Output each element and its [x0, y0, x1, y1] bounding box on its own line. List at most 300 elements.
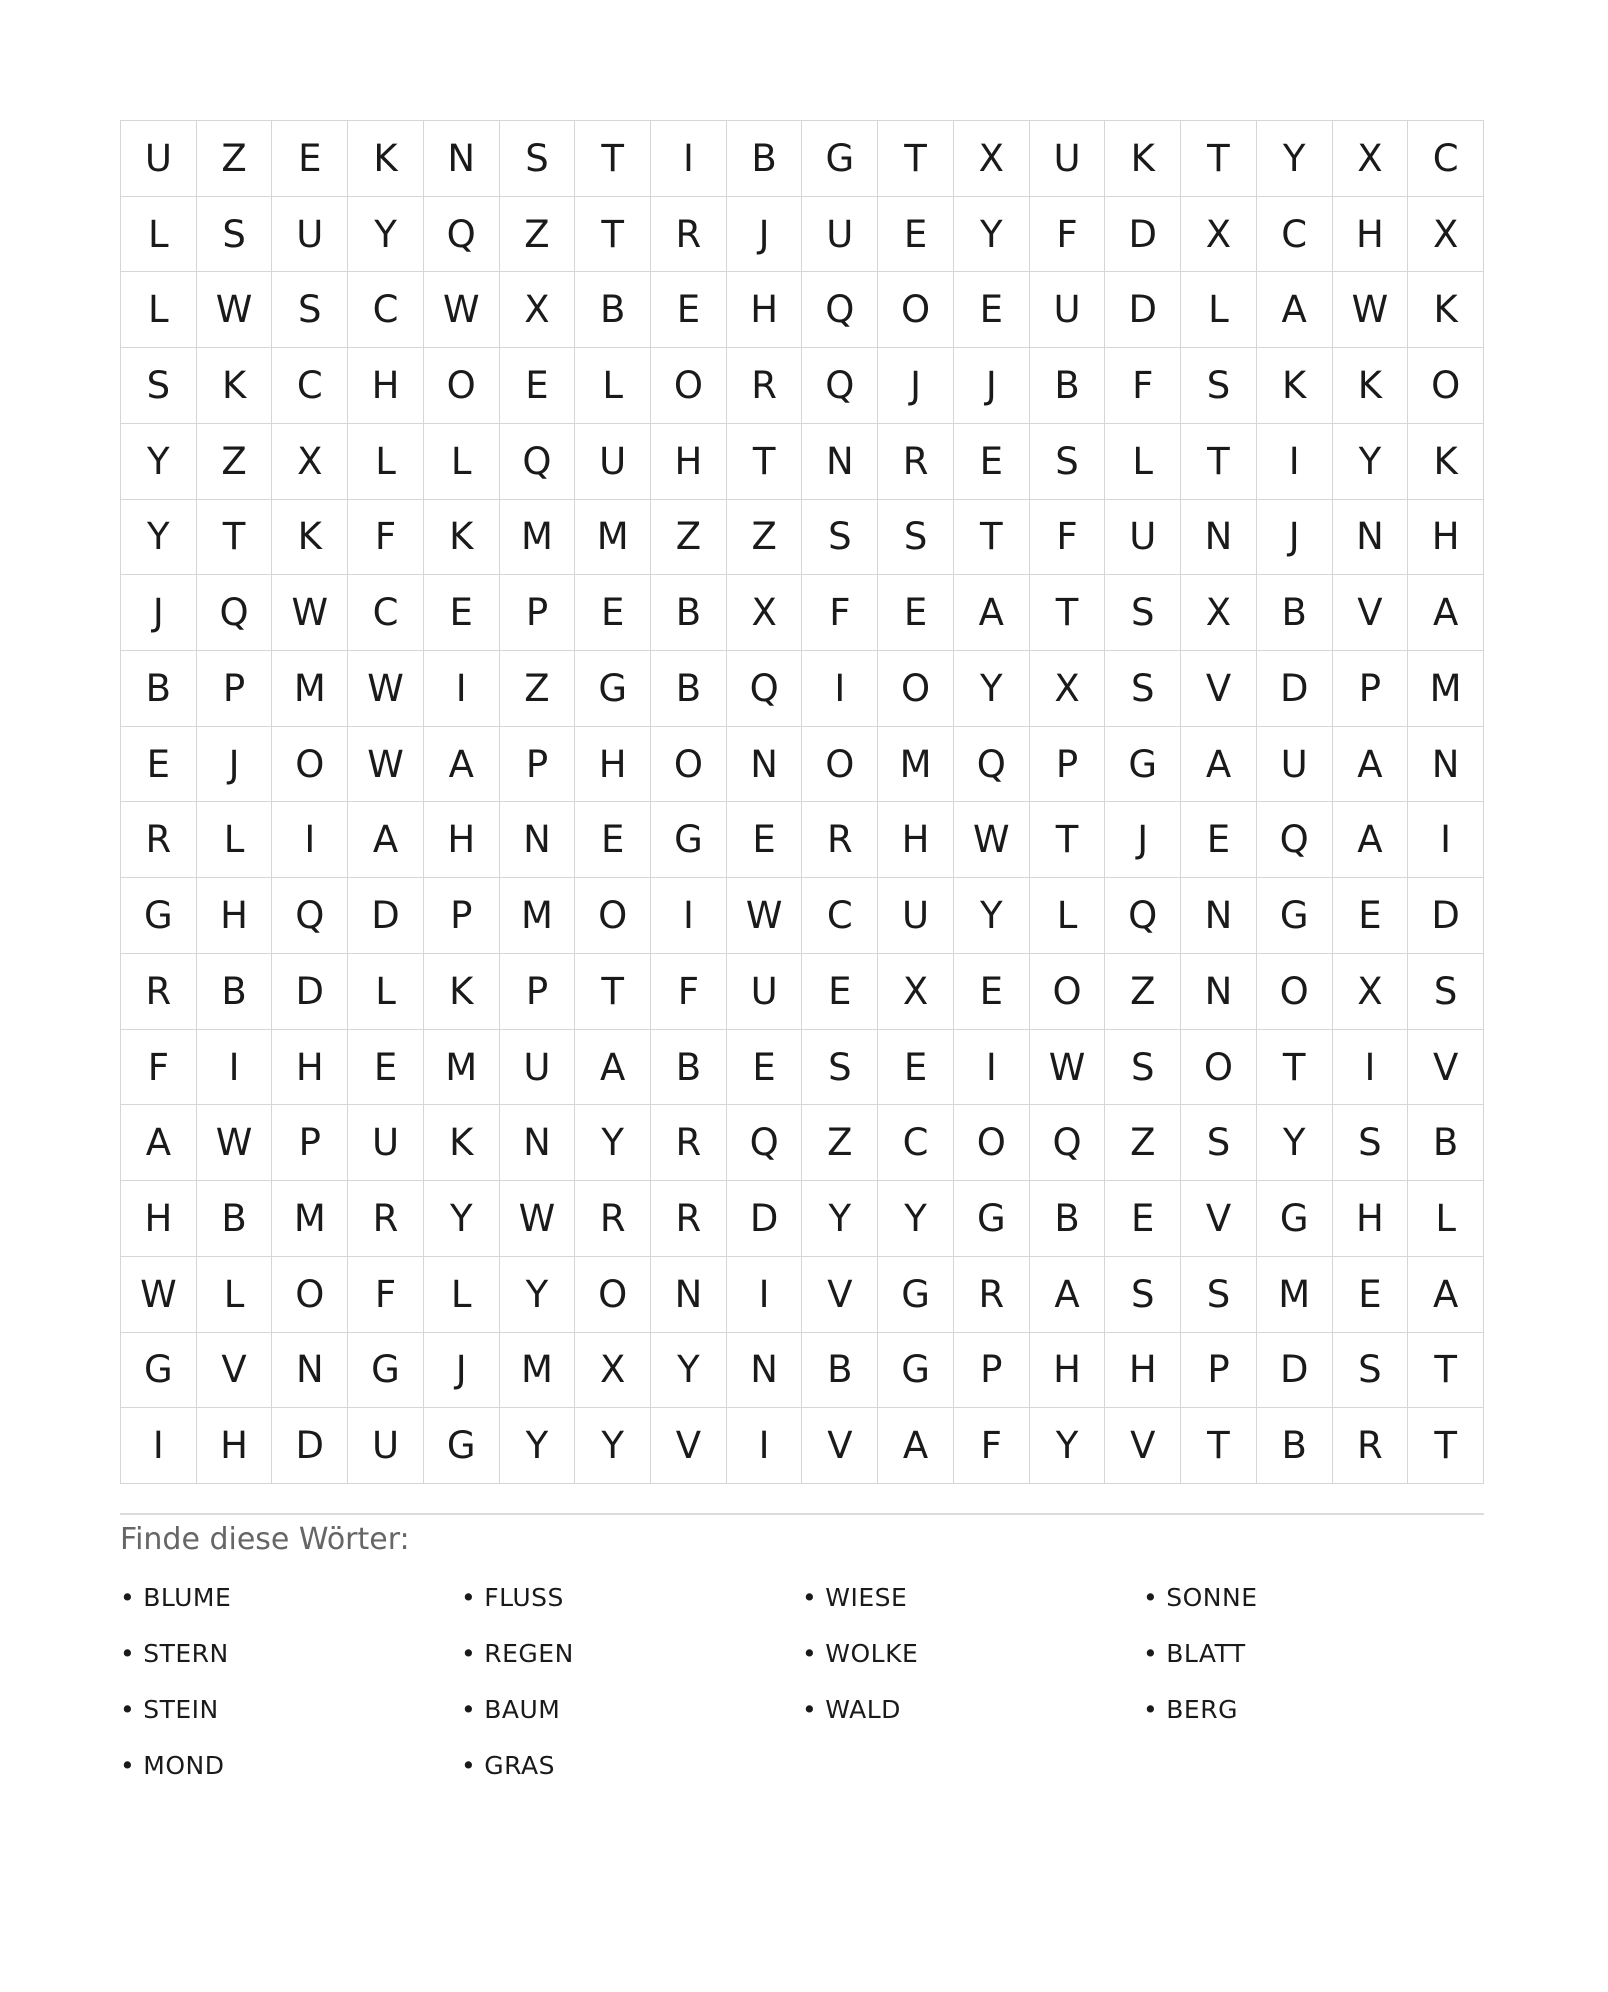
- grid-cell[interactable]: K: [1333, 348, 1409, 424]
- grid-cell[interactable]: U: [575, 424, 651, 500]
- grid-cell[interactable]: V: [1105, 1408, 1181, 1484]
- grid-cell[interactable]: W: [1333, 272, 1409, 348]
- grid-cell[interactable]: U: [1030, 121, 1106, 197]
- grid-cell[interactable]: I: [121, 1408, 197, 1484]
- grid-cell[interactable]: L: [424, 424, 500, 500]
- grid-cell[interactable]: E: [954, 954, 1030, 1030]
- grid-cell[interactable]: G: [878, 1257, 954, 1333]
- grid-cell[interactable]: I: [651, 878, 727, 954]
- grid-cell[interactable]: M: [500, 878, 576, 954]
- grid-cell[interactable]: D: [1257, 651, 1333, 727]
- grid-cell[interactable]: T: [197, 500, 273, 576]
- grid-cell[interactable]: I: [802, 651, 878, 727]
- grid-cell[interactable]: N: [424, 121, 500, 197]
- grid-cell[interactable]: T: [954, 500, 1030, 576]
- grid-cell[interactable]: U: [348, 1105, 424, 1181]
- grid-cell[interactable]: Y: [575, 1105, 651, 1181]
- grid-cell[interactable]: J: [1257, 500, 1333, 576]
- grid-cell[interactable]: E: [500, 348, 576, 424]
- grid-cell[interactable]: A: [1333, 802, 1409, 878]
- grid-cell[interactable]: S: [500, 121, 576, 197]
- grid-cell[interactable]: A: [1408, 575, 1484, 651]
- grid-cell[interactable]: P: [1333, 651, 1409, 727]
- grid-cell[interactable]: S: [1105, 1257, 1181, 1333]
- grid-cell[interactable]: H: [1030, 1333, 1106, 1409]
- grid-cell[interactable]: G: [1257, 1181, 1333, 1257]
- grid-cell[interactable]: A: [1030, 1257, 1106, 1333]
- grid-cell[interactable]: H: [1408, 500, 1484, 576]
- grid-cell[interactable]: B: [197, 1181, 273, 1257]
- grid-cell[interactable]: O: [424, 348, 500, 424]
- grid-cell[interactable]: Y: [954, 878, 1030, 954]
- grid-cell[interactable]: U: [802, 197, 878, 273]
- grid-cell[interactable]: Z: [651, 500, 727, 576]
- grid-cell[interactable]: R: [121, 802, 197, 878]
- grid-cell[interactable]: O: [1030, 954, 1106, 1030]
- grid-cell[interactable]: L: [197, 802, 273, 878]
- grid-cell[interactable]: O: [1257, 954, 1333, 1030]
- grid-cell[interactable]: H: [424, 802, 500, 878]
- grid-cell[interactable]: Y: [424, 1181, 500, 1257]
- grid-cell[interactable]: G: [1257, 878, 1333, 954]
- grid-cell[interactable]: O: [575, 1257, 651, 1333]
- grid-cell[interactable]: L: [348, 954, 424, 1030]
- grid-cell[interactable]: H: [272, 1030, 348, 1106]
- grid-cell[interactable]: G: [954, 1181, 1030, 1257]
- grid-cell[interactable]: Q: [727, 1105, 803, 1181]
- grid-cell[interactable]: M: [424, 1030, 500, 1106]
- grid-cell[interactable]: C: [1257, 197, 1333, 273]
- grid-cell[interactable]: I: [1333, 1030, 1409, 1106]
- grid-cell[interactable]: W: [954, 802, 1030, 878]
- grid-cell[interactable]: I: [272, 802, 348, 878]
- grid-cell[interactable]: P: [1030, 727, 1106, 803]
- grid-cell[interactable]: X: [1333, 121, 1409, 197]
- grid-cell[interactable]: B: [1408, 1105, 1484, 1181]
- grid-cell[interactable]: B: [651, 651, 727, 727]
- grid-cell[interactable]: X: [1181, 575, 1257, 651]
- grid-cell[interactable]: F: [1105, 348, 1181, 424]
- grid-cell[interactable]: K: [424, 954, 500, 1030]
- grid-cell[interactable]: F: [348, 500, 424, 576]
- grid-cell[interactable]: D: [348, 878, 424, 954]
- grid-cell[interactable]: W: [121, 1257, 197, 1333]
- grid-cell[interactable]: D: [1257, 1333, 1333, 1409]
- grid-cell[interactable]: E: [954, 272, 1030, 348]
- grid-cell[interactable]: S: [1333, 1333, 1409, 1409]
- grid-cell[interactable]: N: [1181, 954, 1257, 1030]
- grid-cell[interactable]: N: [500, 802, 576, 878]
- grid-cell[interactable]: Y: [121, 424, 197, 500]
- grid-cell[interactable]: X: [1333, 954, 1409, 1030]
- grid-cell[interactable]: L: [575, 348, 651, 424]
- grid-cell[interactable]: H: [197, 1408, 273, 1484]
- grid-cell[interactable]: N: [272, 1333, 348, 1409]
- grid-cell[interactable]: L: [121, 197, 197, 273]
- grid-cell[interactable]: D: [1408, 878, 1484, 954]
- grid-cell[interactable]: Q: [197, 575, 273, 651]
- grid-cell[interactable]: E: [575, 802, 651, 878]
- grid-cell[interactable]: C: [878, 1105, 954, 1181]
- grid-cell[interactable]: H: [727, 272, 803, 348]
- grid-cell[interactable]: K: [272, 500, 348, 576]
- grid-cell[interactable]: I: [727, 1408, 803, 1484]
- grid-cell[interactable]: T: [1408, 1333, 1484, 1409]
- grid-cell[interactable]: F: [802, 575, 878, 651]
- grid-cell[interactable]: P: [500, 727, 576, 803]
- grid-cell[interactable]: J: [727, 197, 803, 273]
- grid-cell[interactable]: I: [1408, 802, 1484, 878]
- grid-cell[interactable]: T: [575, 954, 651, 1030]
- grid-cell[interactable]: Z: [1105, 954, 1181, 1030]
- grid-cell[interactable]: Y: [1257, 1105, 1333, 1181]
- grid-cell[interactable]: Z: [500, 197, 576, 273]
- grid-cell[interactable]: A: [1408, 1257, 1484, 1333]
- grid-cell[interactable]: B: [1030, 348, 1106, 424]
- grid-cell[interactable]: L: [1181, 272, 1257, 348]
- grid-cell[interactable]: G: [802, 121, 878, 197]
- grid-cell[interactable]: A: [1333, 727, 1409, 803]
- grid-cell[interactable]: T: [1030, 575, 1106, 651]
- grid-cell[interactable]: O: [954, 1105, 1030, 1181]
- grid-cell[interactable]: A: [348, 802, 424, 878]
- grid-cell[interactable]: I: [727, 1257, 803, 1333]
- grid-cell[interactable]: E: [121, 727, 197, 803]
- grid-cell[interactable]: X: [1408, 197, 1484, 273]
- grid-cell[interactable]: X: [878, 954, 954, 1030]
- grid-cell[interactable]: X: [272, 424, 348, 500]
- grid-cell[interactable]: N: [651, 1257, 727, 1333]
- grid-cell[interactable]: S: [1408, 954, 1484, 1030]
- grid-cell[interactable]: R: [651, 1181, 727, 1257]
- grid-cell[interactable]: Z: [500, 651, 576, 727]
- grid-cell[interactable]: N: [1181, 500, 1257, 576]
- grid-cell[interactable]: E: [878, 1030, 954, 1106]
- grid-cell[interactable]: I: [651, 121, 727, 197]
- grid-cell[interactable]: Y: [802, 1181, 878, 1257]
- grid-cell[interactable]: O: [802, 727, 878, 803]
- grid-cell[interactable]: A: [575, 1030, 651, 1106]
- grid-cell[interactable]: I: [197, 1030, 273, 1106]
- grid-cell[interactable]: K: [1408, 424, 1484, 500]
- grid-cell[interactable]: T: [727, 424, 803, 500]
- grid-cell[interactable]: K: [1257, 348, 1333, 424]
- grid-cell[interactable]: C: [348, 575, 424, 651]
- grid-cell[interactable]: N: [500, 1105, 576, 1181]
- grid-cell[interactable]: P: [272, 1105, 348, 1181]
- grid-cell[interactable]: Z: [1105, 1105, 1181, 1181]
- grid-cell[interactable]: J: [424, 1333, 500, 1409]
- grid-cell[interactable]: G: [575, 651, 651, 727]
- grid-cell[interactable]: H: [121, 1181, 197, 1257]
- grid-cell[interactable]: X: [727, 575, 803, 651]
- grid-cell[interactable]: B: [1257, 575, 1333, 651]
- grid-cell[interactable]: S: [802, 500, 878, 576]
- grid-cell[interactable]: B: [651, 1030, 727, 1106]
- grid-cell[interactable]: E: [651, 272, 727, 348]
- grid-cell[interactable]: U: [500, 1030, 576, 1106]
- grid-cell[interactable]: L: [197, 1257, 273, 1333]
- grid-cell[interactable]: F: [651, 954, 727, 1030]
- grid-cell[interactable]: U: [1030, 272, 1106, 348]
- grid-cell[interactable]: V: [651, 1408, 727, 1484]
- grid-cell[interactable]: Z: [727, 500, 803, 576]
- grid-cell[interactable]: B: [727, 121, 803, 197]
- grid-cell[interactable]: W: [424, 272, 500, 348]
- grid-cell[interactable]: L: [1105, 424, 1181, 500]
- grid-cell[interactable]: E: [272, 121, 348, 197]
- grid-cell[interactable]: I: [954, 1030, 1030, 1106]
- grid-cell[interactable]: S: [1181, 1257, 1257, 1333]
- grid-cell[interactable]: H: [1333, 1181, 1409, 1257]
- grid-cell[interactable]: Y: [1257, 121, 1333, 197]
- grid-cell[interactable]: O: [272, 1257, 348, 1333]
- grid-cell[interactable]: L: [1030, 878, 1106, 954]
- grid-cell[interactable]: O: [651, 348, 727, 424]
- grid-cell[interactable]: V: [1408, 1030, 1484, 1106]
- grid-cell[interactable]: K: [197, 348, 273, 424]
- grid-cell[interactable]: G: [1105, 727, 1181, 803]
- grid-cell[interactable]: E: [424, 575, 500, 651]
- grid-cell[interactable]: C: [272, 348, 348, 424]
- grid-cell[interactable]: Y: [348, 197, 424, 273]
- grid-cell[interactable]: B: [651, 575, 727, 651]
- grid-cell[interactable]: W: [197, 272, 273, 348]
- grid-cell[interactable]: X: [575, 1333, 651, 1409]
- grid-cell[interactable]: Y: [500, 1408, 576, 1484]
- grid-cell[interactable]: V: [1181, 1181, 1257, 1257]
- grid-cell[interactable]: Y: [954, 651, 1030, 727]
- grid-cell[interactable]: Y: [500, 1257, 576, 1333]
- grid-cell[interactable]: V: [197, 1333, 273, 1409]
- grid-cell[interactable]: X: [500, 272, 576, 348]
- grid-cell[interactable]: K: [424, 1105, 500, 1181]
- grid-cell[interactable]: Q: [727, 651, 803, 727]
- grid-cell[interactable]: B: [575, 272, 651, 348]
- grid-cell[interactable]: W: [727, 878, 803, 954]
- grid-cell[interactable]: S: [1030, 424, 1106, 500]
- grid-cell[interactable]: W: [348, 651, 424, 727]
- grid-cell[interactable]: T: [1030, 802, 1106, 878]
- grid-cell[interactable]: B: [197, 954, 273, 1030]
- grid-cell[interactable]: D: [272, 1408, 348, 1484]
- grid-cell[interactable]: Q: [424, 197, 500, 273]
- grid-cell[interactable]: N: [802, 424, 878, 500]
- grid-cell[interactable]: P: [500, 575, 576, 651]
- grid-cell[interactable]: E: [802, 954, 878, 1030]
- grid-cell[interactable]: S: [121, 348, 197, 424]
- grid-cell[interactable]: F: [1030, 500, 1106, 576]
- grid-cell[interactable]: Z: [197, 121, 273, 197]
- grid-cell[interactable]: E: [878, 197, 954, 273]
- grid-cell[interactable]: H: [651, 424, 727, 500]
- grid-cell[interactable]: S: [1181, 348, 1257, 424]
- grid-cell[interactable]: Y: [878, 1181, 954, 1257]
- grid-cell[interactable]: K: [424, 500, 500, 576]
- grid-cell[interactable]: P: [1181, 1333, 1257, 1409]
- grid-cell[interactable]: M: [1257, 1257, 1333, 1333]
- grid-cell[interactable]: S: [878, 500, 954, 576]
- grid-cell[interactable]: C: [348, 272, 424, 348]
- grid-cell[interactable]: G: [651, 802, 727, 878]
- grid-cell[interactable]: S: [1181, 1105, 1257, 1181]
- grid-cell[interactable]: R: [1333, 1408, 1409, 1484]
- grid-cell[interactable]: M: [878, 727, 954, 803]
- grid-cell[interactable]: G: [348, 1333, 424, 1409]
- grid-cell[interactable]: T: [575, 197, 651, 273]
- grid-cell[interactable]: R: [878, 424, 954, 500]
- grid-cell[interactable]: V: [802, 1257, 878, 1333]
- grid-cell[interactable]: Q: [802, 348, 878, 424]
- grid-cell[interactable]: Q: [1257, 802, 1333, 878]
- grid-cell[interactable]: E: [1333, 1257, 1409, 1333]
- grid-cell[interactable]: O: [1181, 1030, 1257, 1106]
- grid-cell[interactable]: E: [1105, 1181, 1181, 1257]
- grid-cell[interactable]: P: [197, 651, 273, 727]
- grid-cell[interactable]: U: [272, 197, 348, 273]
- grid-cell[interactable]: A: [121, 1105, 197, 1181]
- grid-cell[interactable]: E: [727, 1030, 803, 1106]
- grid-cell[interactable]: S: [1105, 651, 1181, 727]
- grid-cell[interactable]: E: [954, 424, 1030, 500]
- grid-cell[interactable]: H: [575, 727, 651, 803]
- grid-cell[interactable]: N: [1181, 878, 1257, 954]
- grid-cell[interactable]: F: [954, 1408, 1030, 1484]
- grid-cell[interactable]: H: [348, 348, 424, 424]
- grid-cell[interactable]: S: [1105, 575, 1181, 651]
- grid-cell[interactable]: V: [1181, 651, 1257, 727]
- grid-cell[interactable]: K: [1105, 121, 1181, 197]
- grid-cell[interactable]: U: [348, 1408, 424, 1484]
- grid-cell[interactable]: L: [121, 272, 197, 348]
- grid-cell[interactable]: N: [727, 727, 803, 803]
- grid-cell[interactable]: Y: [1030, 1408, 1106, 1484]
- grid-cell[interactable]: U: [727, 954, 803, 1030]
- grid-cell[interactable]: S: [197, 197, 273, 273]
- grid-cell[interactable]: N: [1333, 500, 1409, 576]
- grid-cell[interactable]: Q: [1105, 878, 1181, 954]
- grid-cell[interactable]: G: [424, 1408, 500, 1484]
- grid-cell[interactable]: T: [1181, 121, 1257, 197]
- grid-cell[interactable]: K: [1408, 272, 1484, 348]
- grid-cell[interactable]: W: [272, 575, 348, 651]
- grid-cell[interactable]: E: [348, 1030, 424, 1106]
- grid-cell[interactable]: U: [1105, 500, 1181, 576]
- grid-cell[interactable]: A: [1257, 272, 1333, 348]
- grid-cell[interactable]: Q: [954, 727, 1030, 803]
- grid-cell[interactable]: Y: [575, 1408, 651, 1484]
- grid-cell[interactable]: J: [954, 348, 1030, 424]
- grid-cell[interactable]: N: [727, 1333, 803, 1409]
- grid-cell[interactable]: R: [575, 1181, 651, 1257]
- grid-cell[interactable]: B: [1257, 1408, 1333, 1484]
- grid-cell[interactable]: J: [121, 575, 197, 651]
- grid-cell[interactable]: Z: [802, 1105, 878, 1181]
- grid-cell[interactable]: R: [651, 197, 727, 273]
- grid-cell[interactable]: Q: [500, 424, 576, 500]
- grid-cell[interactable]: R: [727, 348, 803, 424]
- grid-cell[interactable]: C: [1408, 121, 1484, 197]
- grid-cell[interactable]: A: [954, 575, 1030, 651]
- grid-cell[interactable]: S: [272, 272, 348, 348]
- grid-cell[interactable]: Z: [197, 424, 273, 500]
- grid-cell[interactable]: P: [500, 954, 576, 1030]
- grid-cell[interactable]: A: [1181, 727, 1257, 803]
- grid-cell[interactable]: F: [1030, 197, 1106, 273]
- grid-cell[interactable]: T: [1181, 424, 1257, 500]
- grid-cell[interactable]: E: [1333, 878, 1409, 954]
- grid-cell[interactable]: D: [727, 1181, 803, 1257]
- grid-cell[interactable]: G: [121, 1333, 197, 1409]
- grid-cell[interactable]: M: [500, 1333, 576, 1409]
- grid-cell[interactable]: L: [424, 1257, 500, 1333]
- grid-cell[interactable]: O: [272, 727, 348, 803]
- grid-cell[interactable]: G: [878, 1333, 954, 1409]
- grid-cell[interactable]: U: [878, 878, 954, 954]
- grid-cell[interactable]: E: [575, 575, 651, 651]
- grid-cell[interactable]: T: [878, 121, 954, 197]
- grid-cell[interactable]: O: [878, 651, 954, 727]
- grid-cell[interactable]: J: [197, 727, 273, 803]
- grid-cell[interactable]: W: [197, 1105, 273, 1181]
- grid-cell[interactable]: C: [802, 878, 878, 954]
- grid-cell[interactable]: B: [1030, 1181, 1106, 1257]
- grid-cell[interactable]: T: [1181, 1408, 1257, 1484]
- grid-cell[interactable]: Q: [802, 272, 878, 348]
- grid-cell[interactable]: W: [348, 727, 424, 803]
- grid-cell[interactable]: H: [878, 802, 954, 878]
- grid-cell[interactable]: M: [272, 1181, 348, 1257]
- grid-cell[interactable]: I: [1257, 424, 1333, 500]
- grid-cell[interactable]: R: [348, 1181, 424, 1257]
- grid-cell[interactable]: H: [1105, 1333, 1181, 1409]
- grid-cell[interactable]: M: [272, 651, 348, 727]
- grid-cell[interactable]: A: [878, 1408, 954, 1484]
- grid-cell[interactable]: N: [1408, 727, 1484, 803]
- grid-cell[interactable]: D: [272, 954, 348, 1030]
- grid-cell[interactable]: T: [575, 121, 651, 197]
- grid-cell[interactable]: G: [121, 878, 197, 954]
- grid-cell[interactable]: T: [1408, 1408, 1484, 1484]
- grid-cell[interactable]: S: [1333, 1105, 1409, 1181]
- grid-cell[interactable]: K: [348, 121, 424, 197]
- grid-cell[interactable]: V: [1333, 575, 1409, 651]
- grid-cell[interactable]: X: [1181, 197, 1257, 273]
- grid-cell[interactable]: E: [1181, 802, 1257, 878]
- grid-cell[interactable]: P: [954, 1333, 1030, 1409]
- grid-cell[interactable]: X: [954, 121, 1030, 197]
- grid-cell[interactable]: Y: [651, 1333, 727, 1409]
- grid-cell[interactable]: U: [1257, 727, 1333, 803]
- grid-cell[interactable]: R: [802, 802, 878, 878]
- grid-cell[interactable]: B: [802, 1333, 878, 1409]
- grid-cell[interactable]: S: [802, 1030, 878, 1106]
- grid-cell[interactable]: Q: [272, 878, 348, 954]
- grid-cell[interactable]: F: [348, 1257, 424, 1333]
- grid-cell[interactable]: O: [1408, 348, 1484, 424]
- grid-cell[interactable]: Y: [954, 197, 1030, 273]
- grid-cell[interactable]: O: [878, 272, 954, 348]
- grid-cell[interactable]: O: [575, 878, 651, 954]
- grid-cell[interactable]: O: [651, 727, 727, 803]
- grid-cell[interactable]: V: [802, 1408, 878, 1484]
- grid-cell[interactable]: J: [878, 348, 954, 424]
- grid-cell[interactable]: R: [121, 954, 197, 1030]
- grid-cell[interactable]: Q: [1030, 1105, 1106, 1181]
- grid-cell[interactable]: T: [1257, 1030, 1333, 1106]
- grid-cell[interactable]: Y: [121, 500, 197, 576]
- grid-cell[interactable]: E: [878, 575, 954, 651]
